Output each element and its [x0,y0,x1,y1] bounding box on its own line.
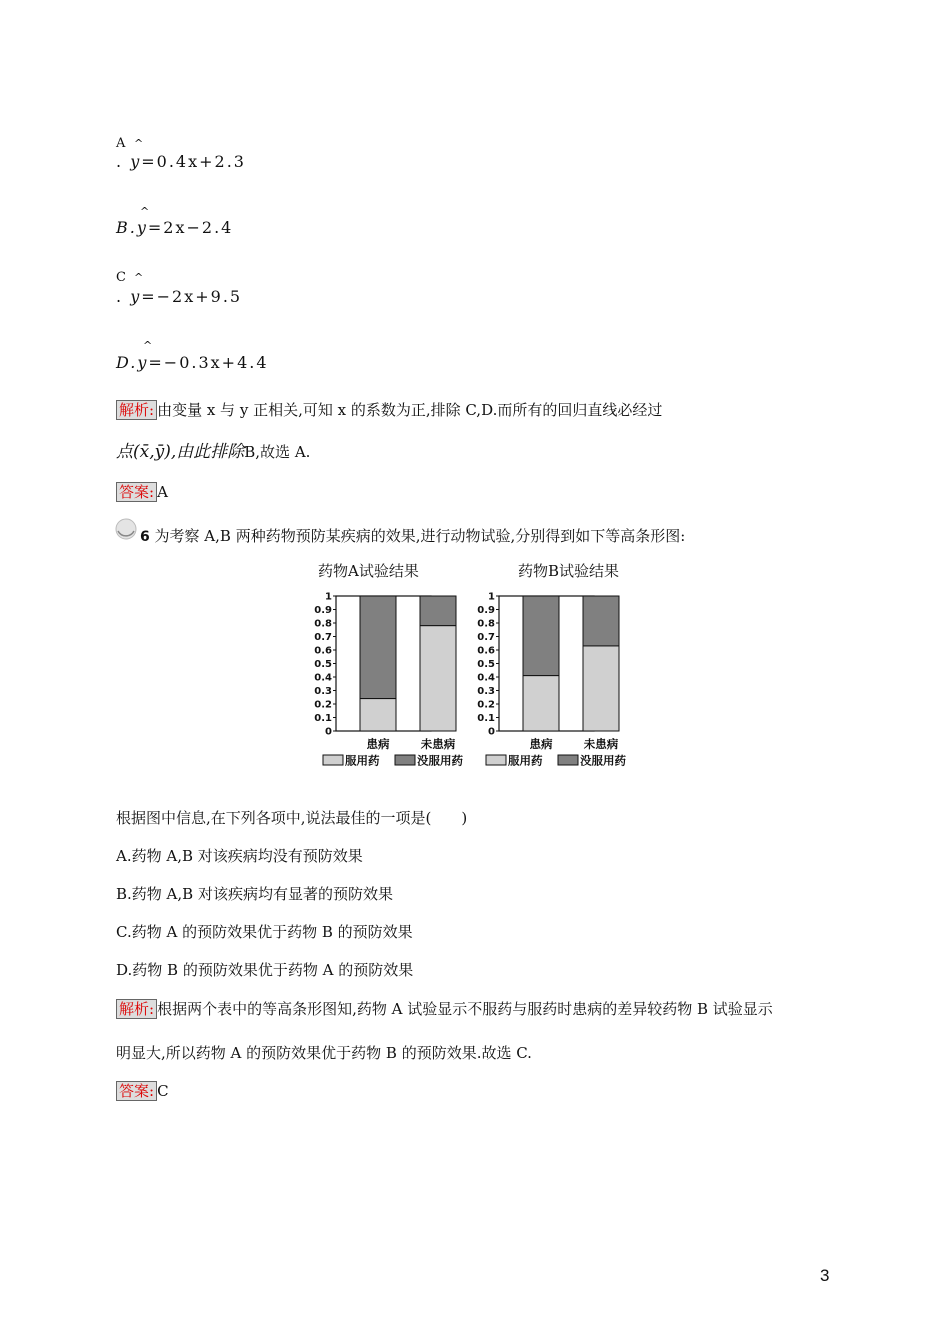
y-tick-label: 0.2 [477,699,495,711]
bar-segment-no-medicine [583,596,619,646]
analysis-label: 解析: [116,999,157,1019]
chart-b [477,592,626,768]
y-tick-label: 0.4 [314,672,332,684]
y-tick-label: 0 [488,726,495,738]
y-tick-label: 0.5 [477,659,495,670]
legend-label: 没服用药 [580,753,626,768]
analysis-text: 根据两个表中的等高条形图知,药物 A 试验显示不服药与服药时患病的差异较药物 B 试验显示 [157,1000,773,1018]
option-a [116,136,316,176]
hat-symbol: ^ [143,339,153,352]
x-category-label: 未患病 [583,737,619,751]
x-category-label: 未患病 [420,737,456,751]
x-category-label: 患病 [366,737,390,751]
y-tick-label: 0.8 [314,618,332,630]
y-tick-label: 1 [325,591,332,603]
question-analysis-line2 [116,1043,532,1063]
y-tick-label: 1 [488,591,495,603]
option-d [116,339,336,379]
bar-segment-medicine [420,626,456,731]
question-option-a: A.药物 A,B 对该疾病均没有预防效果 [116,847,363,865]
analysis-label: 解析: [116,400,157,420]
bar-segment-no-medicine [420,596,456,626]
legend-swatch [323,755,343,765]
bar-segment-no-medicine [523,596,559,676]
analysis-text: 明显大,所以药物 A 的预防效果优于药物 B 的预防效果.故选 C. [116,1044,532,1062]
question-prompt: 根据图中信息,在下列各项中,说法最佳的一项是( ) [116,809,468,827]
answer-label: 答案: [116,1081,157,1101]
hat-symbol: ^ [140,205,150,218]
legend-label: 服用药 [345,753,380,768]
question-marker-icon [115,518,137,540]
legend-label: 服用药 [508,753,543,768]
prev-analysis-line1 [116,400,662,420]
y-tick-label: 0.8 [477,618,495,630]
y-tick-label: 0.6 [477,645,495,657]
y-tick-label: 0.2 [314,699,332,711]
question-option-c: C.药物 A 的预防效果优于药物 B 的预防效果 [116,923,413,941]
analysis-text: 由变量 x 与 y 正相关,可知 x 的系数为正,排除 C,D.而所有的回归直线必经过 [157,401,663,419]
page-number: 3 [820,1266,830,1285]
bar-segment-medicine [583,646,619,731]
option-b [116,205,316,245]
analysis-text: B,故选 A. [244,443,311,461]
y-tick-label: 0.3 [477,686,495,697]
question-option-d: D.药物 B 的预防效果优于药物 A 的预防效果 [116,961,414,979]
y-tick-label: 0.7 [314,632,332,643]
y-tick-label: 0.1 [477,713,495,724]
answer-value: C [157,1082,169,1100]
legend-swatch [558,755,578,765]
hat-symbol: ^ [134,271,144,284]
question-number: 6 [140,529,150,545]
x-category-label: 患病 [529,737,553,751]
option-equation: . y=0.4x+2.3 [116,152,246,171]
legend-swatch [486,755,506,765]
prev-answer [116,482,168,502]
y-tick-label: 0.5 [314,659,332,670]
option-equation: . y=−2x+9.5 [116,287,243,306]
prev-analysis-line2 [116,442,310,462]
question-stem [140,526,685,547]
option-equation: B.y=2x−2.4 [116,218,234,237]
question-text: 为考察 A,B 两种药物预防某疾病的效果,进行动物试验,分别得到如下等高条形图: [154,527,686,545]
bar-charts [310,585,650,775]
question-analysis-line1 [116,999,773,1019]
y-tick-label: 0.4 [477,672,495,684]
y-tick-label: 0.9 [314,605,332,616]
option-equation: D.y=−0.3x+4.4 [116,353,269,372]
bar-segment-no-medicine [360,596,396,699]
question-option-b: B.药物 A,B 对该疾病均有显著的预防效果 [116,885,393,903]
y-tick-label: 0.7 [477,632,495,643]
chart-a [314,592,463,768]
option-letter: A [116,136,126,151]
bar-segment-medicine [523,676,559,731]
option-c [116,270,316,310]
question-answer [116,1081,169,1101]
hat-symbol: ^ [134,137,144,150]
chart-a-title: 药物A试验结果 [318,562,419,580]
legend-label: 没服用药 [417,753,463,768]
bar-segment-medicine [360,699,396,731]
y-tick-label: 0 [325,726,332,738]
legend-swatch [395,755,415,765]
y-tick-label: 0.9 [477,605,495,616]
answer-label: 答案: [116,482,157,502]
chart-b-title: 药物B试验结果 [518,562,620,580]
answer-value: A [157,483,168,501]
y-tick-label: 0.6 [314,645,332,657]
analysis-italic-text: 点(x̄,ȳ),由此排除 [116,442,245,462]
option-letter: C [116,270,126,285]
y-tick-label: 0.1 [314,713,332,724]
y-tick-label: 0.3 [314,686,332,697]
